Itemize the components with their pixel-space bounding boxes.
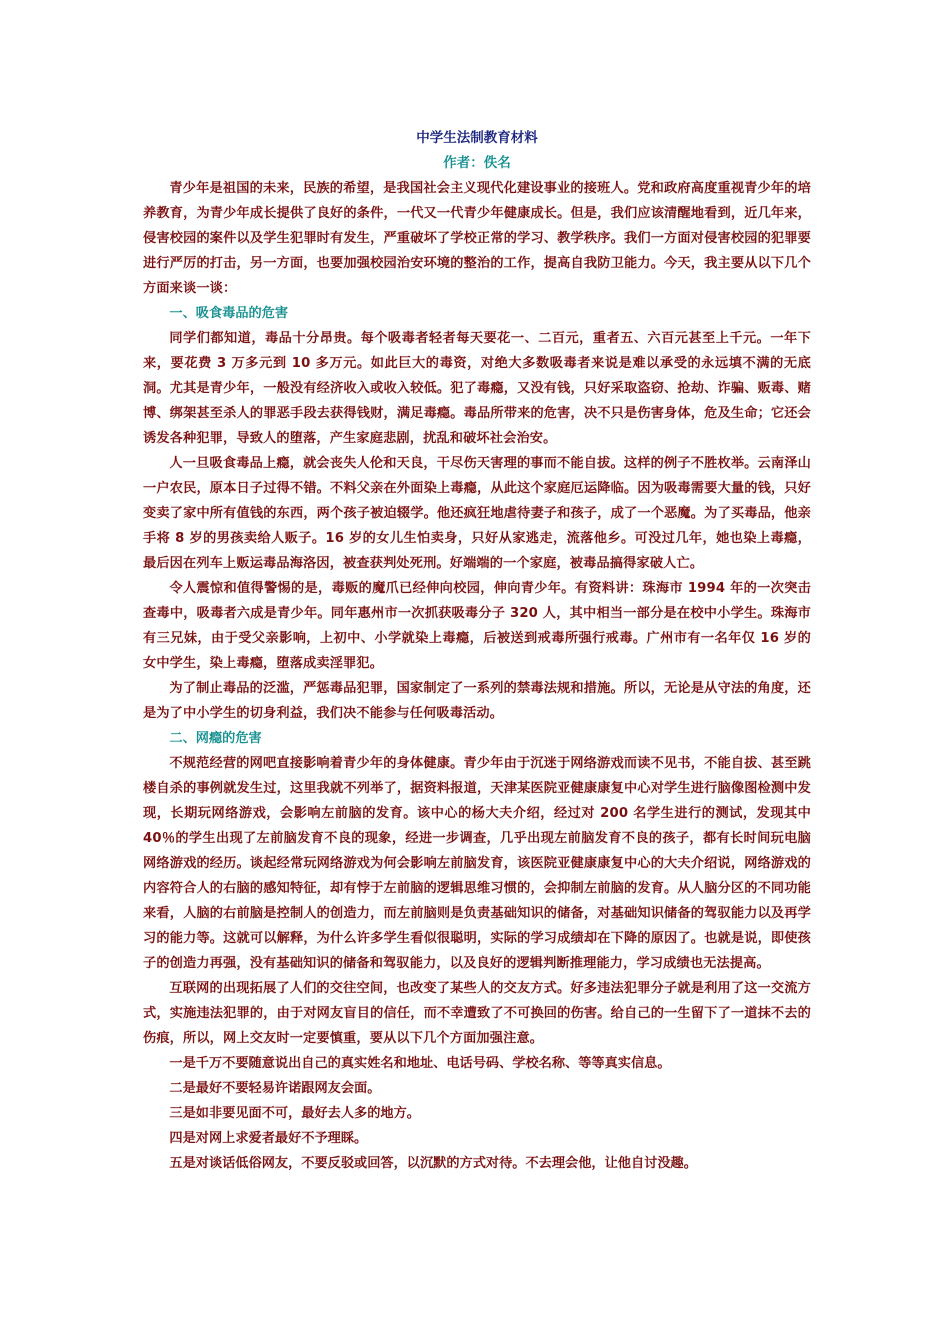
drugs-paragraph: 令人震惊和值得警惕的是，毒贩的魔爪已经伸向校园，伸向青少年。有资料讲：珠海市 1994 年的一次突击查毒中，吸毒者六成是青少年。同年惠州市一次抓获吸毒分子 320 人，其中相当一部分是在校中小学生。珠海市有三兄妹，由于受父亲影响，上初中、小学就染上毒瘾，后被送到戒毒所强行戒毒。广州市有一名年仅 16 岁的女中学生，染上毒瘾，堕落成卖淫罪犯。 xyxy=(143,581,811,671)
internet-paragraph: 不规范经营的网吧直接影响着青少年的身体健康。青少年由于沉迷于网络游戏而读不见书，不能自拔、甚至跳楼自杀的事例就发生过，这里我就不列举了，据资料报道，天津某医院亚健康康复中心对学生进行脑像图检测中发现，长期玩网络游戏，会影响左前脑的发育。该中心的杨大夫介绍，经过对 200 名学生进行的测试，发现其中 40％的学生出现了左前脑发育不良的现象，经进一步调查，几乎出现左前脑发育不良的孩子，都有长时间玩电脑网络游戏的经历。谈起经常玩网络游戏为何会影响左前脑发育，该医院亚健康康复中心的大夫介绍说，网络游戏的内容符合人的右脑的感知特征，却有悖于左前脑的逻辑思维习惯的，会抑制左前脑的发育。从人脑分区的不同功能来看，人脑的右前脑是控制人的创造力，而左前脑则是负责基础知识的储备，对基础知识储备的驾驭能力以及再学习的能力等。这就可以解释，为什么许多学生看似很聪明，实际的学习成绩却在下降的原因了。也就是说，即使孩子的创造力再强，没有基础知识的储备和驾驭能力，以及良好的逻辑判断推理能力，学习成绩也无法提高。 xyxy=(143,756,811,971)
document-page xyxy=(143,126,811,1176)
drugs-paragraph: 为了制止毒品的泛滥，严惩毒品犯罪，国家制定了一系列的禁毒法规和措施。所以，无论是从守法的角度，还是为了中小学生的切身利益，我们决不能参与任何吸毒活动。 xyxy=(143,681,811,721)
safety-tip-item: 五是对谈话低俗网友，不要反驳或回答，以沉默的方式对待。不去理会他，让他自讨没趣。 xyxy=(169,1156,697,1171)
section-heading-drugs: 一、吸食毒品的危害 xyxy=(169,306,289,321)
drugs-paragraph: 同学们都知道，毒品十分昂贵。每个吸毒者轻者每天要花一、二百元，重者五、六百元甚至上千元。一年下来，要花费 3 万多元到 10 多万元。如此巨大的毒资，对绝大多数吸毒者来说是难以承受的永远填不满的无底洞。尤其是青少年，一般没有经济收入或收入较低。犯了毒瘾，又没有钱，只好采取盗窃、抢劫、诈骗、贩毒、赌博、绑架甚至杀人的罪恶手段去获得钱财，满足毒瘾。毒品所带来的危害，决不只是伤害身体，危及生命；它还会诱发各种犯罪，导致人的堕落，产生家庭悲剧，扰乱和破坏社会治安。 xyxy=(143,331,811,446)
drugs-paragraph: 人一旦吸食毒品上瘾，就会丧失人伦和天良，干尽伤天害理的事而不能自拔。这样的例子不胜枚举。云南泽山一户农民，原本日子过得不错。不料父亲在外面染上毒瘾，从此这个家庭厄运降临。因为吸毒需要大量的钱，只好变卖了家中所有值钱的东西，两个孩子被迫辍学。他还疯狂地虐待妻子和孩子，成了一个恶魔。为了买毒品，他亲手将 8 岁的男孩卖给人贩子。16 岁的女儿生怕卖身，只好从家逃走，流落他乡。可没过几年，她也染上毒瘾，最后因在列车上贩运毒品海洛因，被查获判处死刑。好端端的一个家庭，被毒品搞得家破人亡。 xyxy=(143,456,811,571)
document-title: 中学生法制教育材料 xyxy=(416,130,538,146)
safety-tip-item: 三是如非要见面不可，最好去人多的地方。 xyxy=(169,1106,420,1121)
safety-tip-item: 四是对网上求爱者最好不予理睬。 xyxy=(169,1131,368,1146)
document-author: 作者：佚名 xyxy=(443,155,511,171)
internet-paragraph: 互联网的出现拓展了人们的交往空间，也改变了某些人的交友方式。好多违法犯罪分子就是利用了这一交流方式，实施违法犯罪的，由于对网友盲目的信任，而不幸遭致了不可换回的伤害。给自己的一生留下了一道抹不去的伤痕，所以，网上交友时一定要慎重，要从以下几个方面加强注意。 xyxy=(143,981,811,1046)
section-heading-internet-addiction: 二、网瘾的危害 xyxy=(169,731,262,746)
intro-paragraph: 青少年是祖国的未来，民族的希望，是我国社会主义现代化建设事业的接班人。党和政府高度重视青少年的培养教育，为青少年成长提供了良好的条件，一代又一代青少年健康成长。但是，我们应该清醒地看到，近几年来，侵害校园的案件以及学生犯罪时有发生，严重破坏了学校正常的学习、教学秩序。我们一方面对侵害校园的犯罪要进行严厉的打击，另一方面，也要加强校园治安环境的整治的工作，提高自我防卫能力。今天，我主要从以下几个方面来谈一谈： xyxy=(143,181,811,296)
safety-tip-item: 一是千万不要随意说出自己的真实姓名和地址、电话号码、学校名称、等等真实信息。 xyxy=(169,1056,671,1071)
safety-tip-item: 二是最好不要轻易许诺跟网友会面。 xyxy=(169,1081,381,1096)
